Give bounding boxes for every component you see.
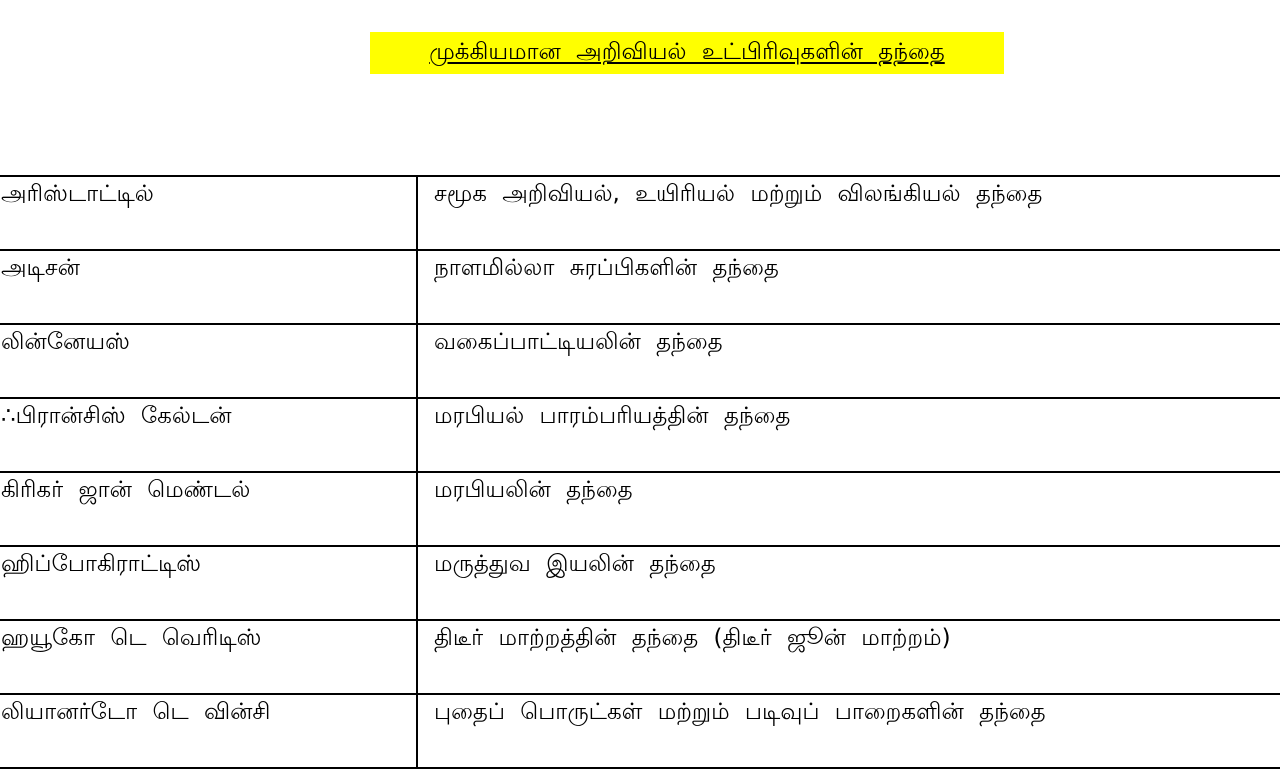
field-cell: திடீர் மாற்றத்தின் தந்தை (திடீர் ஜூன் மாற்றம்) <box>417 620 1280 694</box>
person-cell: கிரிகர் ஜான் மெண்டல் <box>0 472 417 546</box>
table-row <box>0 176 1280 250</box>
table-row <box>0 250 1280 324</box>
table-row <box>0 324 1280 398</box>
table-row <box>0 620 1280 694</box>
person-cell: லின்னேயஸ் <box>0 324 417 398</box>
person-cell: ஹிப்போகிராட்டிஸ் <box>0 546 417 620</box>
field-cell: வகைப்பாட்டியலின் தந்தை <box>417 324 1280 398</box>
field-cell: மரபியல் பாரம்பரியத்தின் தந்தை <box>417 398 1280 472</box>
table-row <box>0 546 1280 620</box>
person-cell: ஹயூகோ டெ வெரிடிஸ் <box>0 620 417 694</box>
person-cell: ∴பிரான்சிஸ் கேல்டன் <box>0 398 417 472</box>
field-cell: புதைப் பொருட்கள் மற்றும் படிவுப் பாறைகளின் தந்தை <box>417 694 1280 768</box>
person-cell: லியானர்டோ டெ வின்சி <box>0 694 417 768</box>
field-cell: மருத்துவ இயலின் தந்தை <box>417 546 1280 620</box>
field-cell: நாளமில்லா சுரப்பிகளின் தந்தை <box>417 250 1280 324</box>
fathers-table <box>0 175 1280 769</box>
table-row <box>0 472 1280 546</box>
table-row <box>0 694 1280 768</box>
table-row <box>0 398 1280 472</box>
person-cell: அடிசன் <box>0 250 417 324</box>
page-title: முக்கியமான அறிவியல் உட்பிரிவுகளின் தந்தை <box>429 38 945 65</box>
person-cell: அரிஸ்டாட்டில் <box>0 176 417 250</box>
title-highlight <box>370 32 1004 74</box>
field-cell: மரபியலின் தந்தை <box>417 472 1280 546</box>
field-cell: சமூக அறிவியல், உயிரியல் மற்றும் விலங்கியல் தந்தை <box>417 176 1280 250</box>
